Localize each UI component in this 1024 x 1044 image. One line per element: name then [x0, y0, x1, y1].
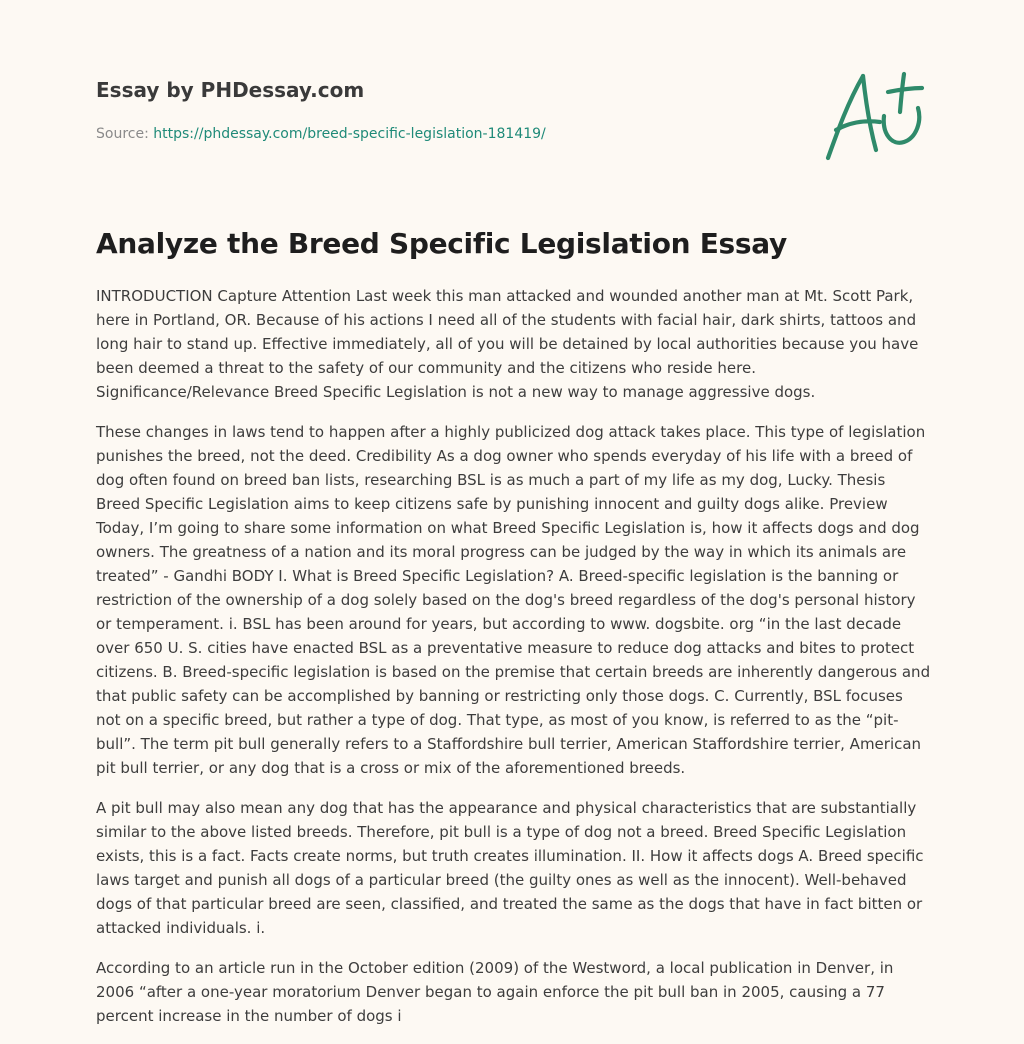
a-plus-logo-icon — [818, 64, 930, 168]
essay-title: Analyze the Breed Specific Legislation Essay — [96, 227, 787, 260]
essay-paragraph: INTRODUCTION Capture Attention Last week this man attacked and wounded another man at Mt. Scott Park, here in Portland, OR. Because of his actions I need all of the students with facial hair, dark shirts, tattoos and long hair to stand up. Effective immediately, all of you will be detained by local authorities because you have been deemed a threat to the safety of our community and the citizens who reside here. Significance/Relevance Breed Specific Legislation is not a new way to manage aggressive dogs. — [96, 287, 919, 401]
essay-paragraph: These changes in laws tend to happen after a highly publicized dog attack takes place. This type of legislation punishes the breed, not the deed. Credibility As a dog owner who spends everyday of his life with a breed of dog often found on breed ban lists, researching BSL is as much a part of my life as my dog, Lucky. Thesis Breed Specific Legislation aims to keep citizens safe by punishing innocent and guilty dogs alike. Preview Today, I’m going to share some information on what Breed Specific Legislation is, how it affects dogs and dog owners. The greatness of a nation and its moral progress can be judged by the way in which its animals are treated” - Gandhi BODY I. What is Breed Specific Legislation? A. Breed-specific legislation is the banning or restriction of the ownership of a dog solely based on the dog's breed regardless of the dog's personal history or temperament. i. BSL has been around for years, but according to www. dogsbite. org “in the last decade over 650 U. S. cities have enacted BSL as a preventative measure to reduce dog attacks and bites to protect citizens. B. Breed-specific legislation is based on the premise that certain breeds are inherently dangerous and that public safety can be accomplished by banning or restricting only those dogs. C. Currently, BSL focuses not on a specific breed, but rather a type of dog. That type, as most of you know, is referred to as the “pit-bull”. The term pit bull generally refers to a Staffordshire bull terrier, American Staffordshire terrier, American pit bull terrier, or any dog that is a cross or mix of the aforementioned breeds. — [96, 423, 931, 777]
source-line — [96, 124, 916, 144]
essay-body — [96, 284, 932, 1044]
page-header — [96, 76, 916, 144]
essay-paragraph: According to an article run in the October edition (2009) of the Westword, a local publication in Denver, in 2006 “after a one-year moratorium Denver began to again enforce the pit bull ban in 2005, causing a 77 percent increase in the number of dogs i — [96, 959, 894, 1025]
source-link[interactable]: https://phdessay.com/breed-specific-legislation-181419/ — [153, 126, 546, 142]
essay-paragraph: A pit bull may also mean any dog that has the appearance and physical characteristics that are substantially similar to the above listed breeds. Therefore, pit bull is a type of dog not a breed. Breed Specific Legislation exists, this is a fact. Facts create norms, but truth creates illumination. II. How it affects dogs A. Breed specific laws target and punish all dogs of a particular breed (the guilty ones as well as the innocent). Well-behaved dogs of that particular breed are seen, classified, and treated the same as the dogs that have in fact bitten or attacked individuals. i. — [96, 799, 924, 937]
source-label: Source: — [96, 126, 154, 142]
site-brand: Essay by PHDessay.com — [96, 78, 365, 102]
